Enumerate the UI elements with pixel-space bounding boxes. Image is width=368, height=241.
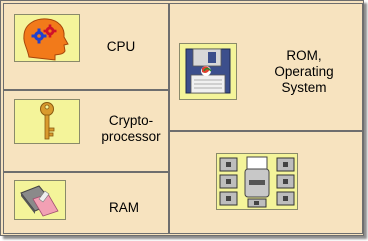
cpu-block [3, 3, 169, 90]
ram-label: RAM [109, 200, 139, 215]
rom-operating-system-label: ROM, Operating System [274, 48, 334, 95]
cpu-icon-box [14, 14, 80, 62]
crypto-icon-box [14, 99, 80, 144]
key-icon [15, 100, 79, 143]
brain-head-gears-icon [15, 15, 79, 61]
peripherals-icon-box [216, 153, 298, 210]
peripherals-block [169, 131, 363, 234]
rom-icon-box [179, 43, 237, 100]
ram-block [3, 172, 169, 234]
rom-operating-system-block [169, 3, 363, 131]
ram-icon-box [14, 180, 66, 220]
crypto-processor-block [3, 90, 169, 172]
memory-notebook-icon [15, 181, 65, 219]
floppy-disk-icon [180, 44, 236, 99]
cpu-label: CPU [106, 39, 136, 54]
crypto-processor-label: Crypto- processor [101, 113, 161, 144]
peripherals-device-icon [217, 154, 297, 209]
